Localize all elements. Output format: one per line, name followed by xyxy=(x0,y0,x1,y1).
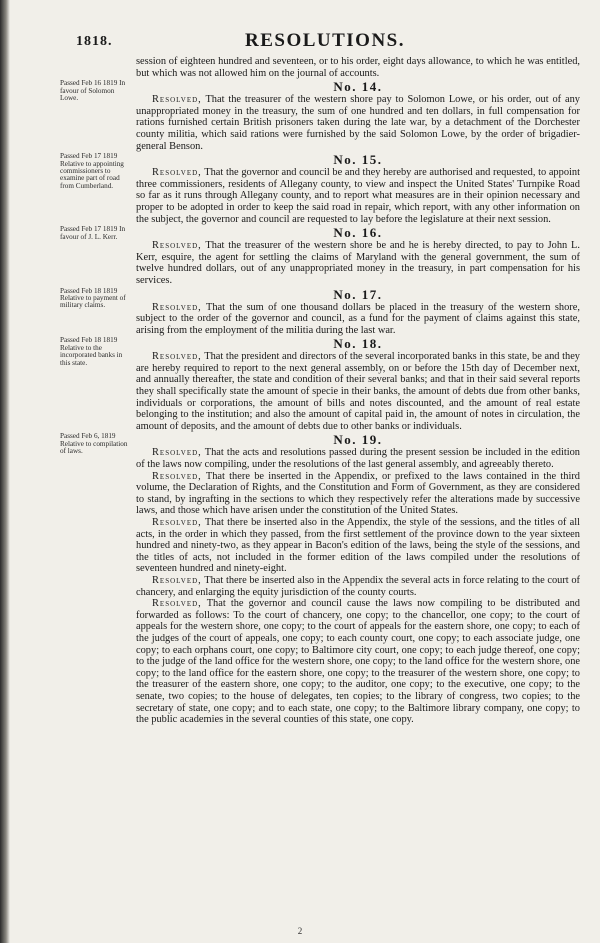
resolution-block xyxy=(60,433,580,725)
resolved-lead: Resolved, xyxy=(152,574,202,586)
resolution-text: That there be inserted in the Appendix, or prefixed to the laws contained in the third volume, the Declaration of Rights, and the Constitution and Form of Government, as they are considered to stand, by ingrafting in the sections to which they respectively refer the alterations made by successive laws, and those which have arisen under the constitution of the United States. xyxy=(136,470,580,517)
resolution-paragraph xyxy=(136,598,580,726)
resolution-block xyxy=(60,153,580,225)
resolution-text: That there be inserted also in the Appendix the several acts in force relating to the court of chancery, and enlarging the equity jurisdiction of the county courts. xyxy=(136,574,580,598)
resolution-paragraph xyxy=(136,575,580,598)
margin-note: Passed Feb 18 1819 Relative to payment of military claims. xyxy=(60,286,126,310)
resolution-paragraph xyxy=(136,517,580,575)
page-header xyxy=(76,30,574,52)
resolution-number: No. 15. xyxy=(333,152,383,168)
resolution-text: That the governor and council be and they hereby are authorised and requested, to appoint three commissioners, residents of Allegany county, to view and inspect the United States' Turnpike Road so far as it runs through Allegany county, and to report what measures are in their opinion necessary and proper to be adopted in order to keep the said road in repair, which report, with any other information on the subject, the governor and council are requested to lay before the legislature at their next session. xyxy=(136,167,580,225)
resolved-lead: Resolved, xyxy=(152,447,202,459)
resolution-text: That the treasurer of the western shore pay to Solomon Lowe, or his order, out of any unappropriated money in the treasury, the sum of one hundred and ten dollars, in full compensation for rations furnished certain British prisoners taken during the late war, by a detachment of the Dorchester county militia, which said rations were furnished by the said Solomon Lowe, by the order of brigadier-general Benson. xyxy=(136,94,580,152)
resolved-lead: Resolved, xyxy=(152,598,202,610)
resolution-text: That there be inserted also in the Appendix, the style of the sessions, and the titles of all acts, in the order in which they passed, from the first settlement of the province down to the year sixteen hundred and ninety-two, as they appear in Bacon's edition of the laws, being the style of the sessions, and the titles of acts, not included in the former edition of the laws compiled under the resolutions of seventeen hundred and ninety-eight. xyxy=(136,517,580,575)
resolution-paragraph xyxy=(136,240,580,286)
resolution-number: No. 18. xyxy=(333,336,383,352)
resolution-paragraph xyxy=(136,351,580,432)
resolution-block xyxy=(60,226,580,286)
resolved-lead: Resolved, xyxy=(152,94,202,106)
resolution-number: No. 16. xyxy=(333,225,383,241)
resolution-paragraph xyxy=(136,302,580,337)
resolution-block xyxy=(60,288,580,337)
resolution-text: That the acts and resolutions passed during the present session be included in the edition of the laws now compiling, under the resolutions of the last general assembly, and agreeably thereto. xyxy=(136,447,580,471)
resolved-lead: Resolved, xyxy=(152,470,202,482)
signature-mark: 2 xyxy=(297,926,303,936)
resolution-number: No. 17. xyxy=(333,286,383,302)
resolution-block xyxy=(60,80,580,152)
resolution-number: No. 19. xyxy=(333,432,383,448)
resolution-text: That the governor and council cause the laws now compiling to be distributed and forwarded as follows: To the court of chancery, one copy; to the chancellor, one copy; to the court of appeals for the western shore, one copy; to the court of appeals for the eastern shore, one copy; to each of the judges of the court of appeals, one copy; to each county court, one copy; to each associate judge, one copy; to each orphans court, one copy; to Baltimore city court, one copy; to each judge thereof, one copy; to the judge of the land office for the western shore, one copy; to the land office for the western shore, one copy; to the land office for the eastern shore, one copy; to the treasurer of the western shore, one copy; to the treasurer of the eastern shore, one copy; to the auditor, one copy; to the executive, one copy; to the senate, two copies; to the house of delegates, ten copies; to the library of congress, two copies; to the secretary of state, one copy; and to each state, one copy; to the Baltimore library company, one copy; to the public academies in the several counties of this state, one copy. xyxy=(136,598,580,726)
resolution-number: No. 14. xyxy=(333,79,383,95)
resolutions-list xyxy=(60,80,580,726)
margin-note: Passed Feb 18 1819 Relative to the incorporated banks in this state. xyxy=(60,336,123,367)
resolved-lead: Resolved, xyxy=(152,301,202,313)
margin-note: Passed Feb 6, 1819 Relative to compilation of laws. xyxy=(60,432,128,456)
resolved-lead: Resolved, xyxy=(152,351,202,363)
resolution-text: That the sum of one thousand dollars be placed in the treasury of the western shore, subject to the order of the governor and council, as a fund for the payment of claims against this state, arising from the employment of the militia during the last war. xyxy=(136,301,580,336)
resolution-text: That the president and directors of the several incorporated banks in this state, be and they are hereby required to report to the next general assembly, on or before the 15th day of December next, and annually thereafter, the state and condition of their several banks; and that in their said several reports they shall specifically state the amount of specie in their banks, the amount of debts due from other banks, individuals or corporations, the amount of bills and notes discounted, and the amount of real estate belonging to the institution; and also the amount of capital paid in, the amount of notes in circulation, the amount of deposits, and the amount of debts due to other banks or individuals. xyxy=(136,351,581,432)
resolved-lead: Resolved, xyxy=(152,240,202,252)
opening-paragraph: session of eighteen hundred and seventeen, or to his order, eight days allowance, to which he was entitled, but which was not allowed him on the journal of accounts. xyxy=(136,56,580,79)
resolution-text: That the treasurer of the western shore be and he is hereby directed, to pay to John L. Kerr, esquire, the agent for settling the claims of Maryland with the general government, the sum of twelve hundred dollars, out of any unappropriated money in the treasury, in part compensation for his services. xyxy=(136,240,580,286)
margin-note: Passed Feb 16 1819 In favour of Solomon Lowe. xyxy=(60,79,126,102)
page-year: 1818. xyxy=(76,34,113,49)
resolution-paragraph xyxy=(136,94,580,152)
resolution-paragraph xyxy=(136,167,580,225)
resolved-lead: Resolved, xyxy=(152,517,202,528)
page-title: RESOLUTIONS. xyxy=(244,30,406,51)
margin-note: Passed Feb 17 1819 Relative to appointing commissioners to examine part of road from Cumberland. xyxy=(60,152,124,190)
resolved-lead: Resolved, xyxy=(152,167,202,179)
binding-edge xyxy=(0,0,10,943)
resolution-paragraph xyxy=(136,447,580,470)
page-body xyxy=(60,56,580,726)
margin-note: Passed Feb 17 1819 In favour of J. L. Kerr. xyxy=(60,225,126,241)
resolution-block xyxy=(60,337,580,432)
resolution-paragraph xyxy=(136,471,580,517)
